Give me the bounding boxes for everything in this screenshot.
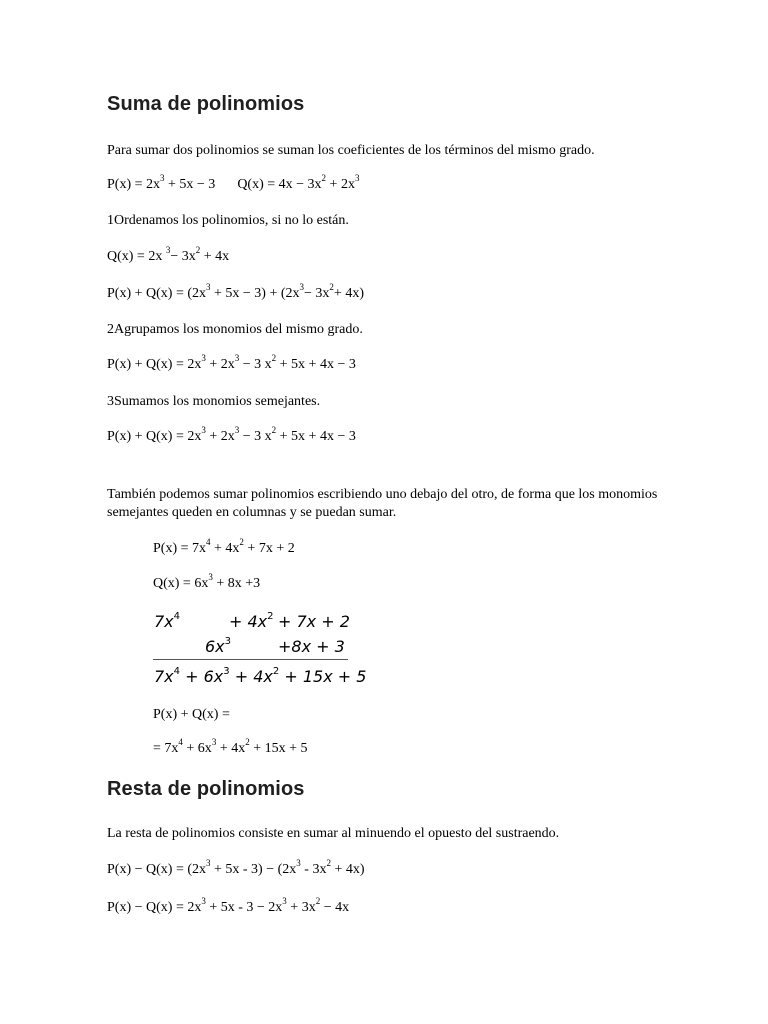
vertical-sum-layout: [153, 608, 367, 694]
polynomial-definitions: [107, 173, 360, 194]
vsum-row1-term-c: + 7x + 2: [278, 612, 350, 631]
vsum-row1-term-b: + $4x^2$: [229, 610, 274, 631]
q-ordered-line: Q(x) = 2x $^3- 3x^2 + 4x$: [107, 245, 230, 264]
alternative-method-text: También podemos sumar polinomios escribiendo uno debajo del otro, de forma que los monomios semejantes queden en columnas y se puedan sumar.: [107, 487, 658, 520]
grouped-line: $P(x) + Q(x) = 2x^3 + 2x^3 - 3$ $x^2 + 5x + 4x - 3$: [107, 353, 356, 372]
step-2-text: 2Agrupamos los monomios del mismo grado.: [107, 322, 363, 337]
sum-label: P(x) + Q(x) =: [153, 707, 230, 722]
q-definition: $Q(x) = 4x - 3x^2 + 2x^3$: [237, 173, 360, 192]
resta-heading: Resta de polinomios: [107, 778, 305, 800]
result-line: $P(x) + Q(x) = 2x^3 + 2x^3 - 3$ $x^2 + 5x + 4x - 3$: [107, 425, 356, 444]
step-3-text: 3Sumamos los monomios semejantes.: [107, 394, 321, 409]
sum-expression-line: $P(x) + Q(x) = (2x^3 + 5x - 3) + (2x^3- 3x^2+ 4x)$: [107, 282, 364, 301]
vsum-row2-term-a: $6x^3$: [205, 635, 232, 656]
q2-definition: $Q(x) = 6x^3 + 8x +3$: [153, 572, 261, 591]
p2-definition: $P(x) = 7x^4 + 4x^2 + 7x + 2$: [153, 537, 295, 556]
sum-divider-line: [153, 659, 348, 660]
vsum-row2-term-b: +8x + 3: [278, 637, 345, 656]
sum-value-line: = $7x^4 + 6x^3 + 4x^2 + 15x + 5$: [153, 737, 308, 756]
step-1-text: 1Ordenamos los polinomios, si no lo están.: [107, 213, 349, 228]
resta-intro: La resta de polinomios consiste en sumar al minuendo el opuesto del sustraendo.: [107, 826, 560, 841]
resta-line-2: $P(x) - Q(x) = 2x^3 + 5x - 3 - 2x^3 + 3x^2 - 4x$: [107, 896, 350, 915]
suma-intro: Para sumar dos polinomios se suman los coeficientes de los términos del mismo grado.: [107, 143, 595, 158]
resta-line-1: $P(x) - Q(x) = (2x^3 + 5x - 3) - (2x^3 - 3x^2 + 4x)$: [107, 858, 365, 877]
suma-heading: Suma de polinomios: [107, 93, 305, 115]
p-definition: $P(x) = 2x^3 + 5x - 3$: [107, 173, 216, 192]
vsum-result-row: $7x^4 + 6x^3 + 4x^2 + 15x + 5$: [154, 665, 367, 686]
vsum-row1-term-a: $7x^4$: [154, 610, 181, 631]
